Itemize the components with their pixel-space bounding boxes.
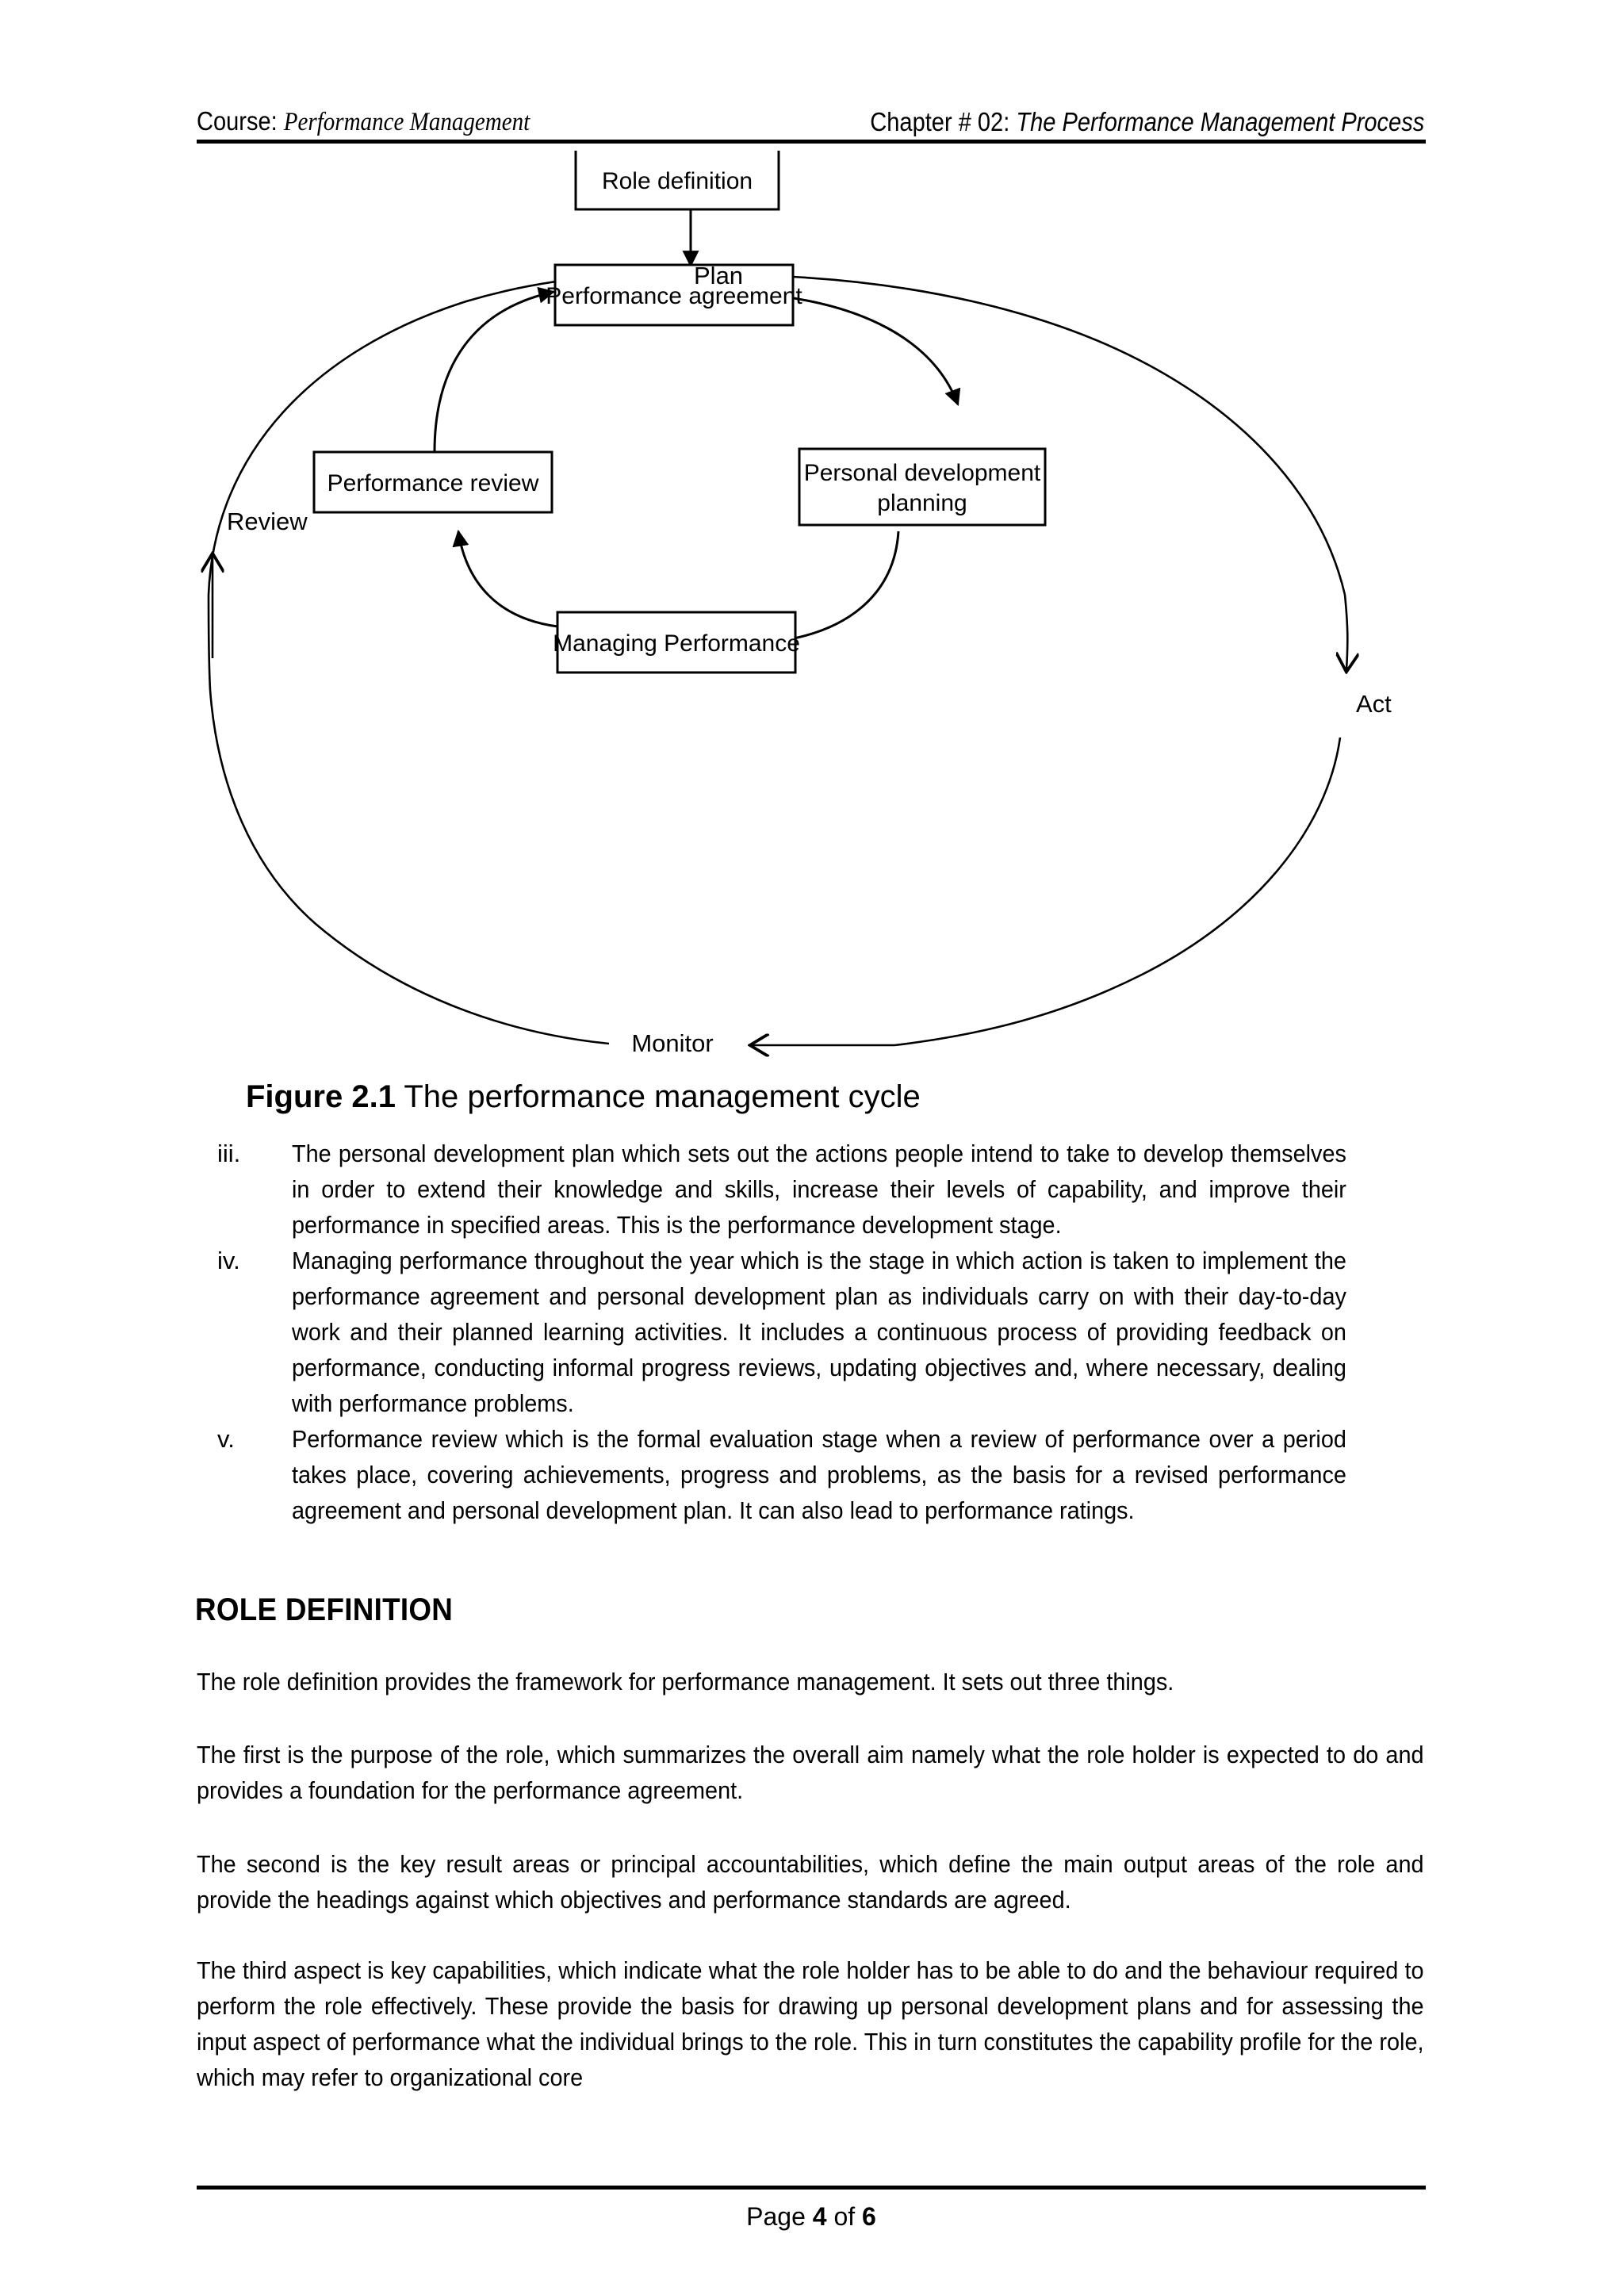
outer-arc-review-to-plan — [209, 276, 609, 595]
body-paragraph — [197, 1737, 1424, 1808]
figure-caption-text: The performance management cycle — [404, 1079, 921, 1114]
outer-arc-review-join — [209, 595, 210, 690]
footer-page-number: 4 — [812, 2202, 827, 2231]
outer-arc-act-to-monitor — [894, 738, 1340, 1045]
node-performance-agreement-label: Performance agreement — [546, 282, 802, 309]
outer-arc-act-arrow — [1345, 595, 1347, 670]
node-role-definition-label: Role definition — [601, 167, 753, 194]
header-course — [197, 105, 530, 138]
outer-arc-plan-to-act — [776, 276, 1345, 595]
figure-caption — [246, 1077, 921, 1117]
outer-arc-monitor-to-review — [210, 690, 609, 1044]
body-paragraph — [197, 1952, 1424, 2095]
node-managing-performance-label: Managing Performance — [553, 630, 800, 657]
performance-management-cycle-diagram — [197, 151, 1426, 1118]
body-paragraph — [197, 1846, 1424, 1918]
arrow-managing-to-review — [458, 531, 557, 626]
page-header — [197, 89, 1424, 138]
header-course-prefix: Course: — [197, 106, 278, 136]
header-course-title: Performance Management — [283, 108, 530, 136]
node-personal-development-planning-label-1: Personal development — [803, 459, 1041, 486]
numbered-list — [197, 1136, 1426, 1528]
list-item — [197, 1136, 1426, 1243]
list-item — [197, 1421, 1426, 1528]
list-item-marker: iv. — [217, 1247, 240, 1274]
header-chapter-title: The Performance Management Process — [1016, 107, 1424, 136]
header-chapter — [870, 106, 1424, 138]
body-paragraph-text: The first is the purpose of the role, which summarizes the overall aim namely what the role holder is expected to do and provides a foundation for the performance agreement. — [197, 1741, 1424, 1804]
body-paragraph — [197, 1664, 1424, 1699]
list-item-text: Managing performance throughout the year which is the stage in which action is taken to implement the performance agreement and personal development plan as individuals carry on with their day-to-day work and their planned learning activities. It includes a continuous process of providing feedback on performance, conducting informal progress reviews, updating objectives and, where necessary, dealing with performance problems. — [292, 1247, 1346, 1417]
cycle-label-review: Review — [227, 508, 308, 536]
cycle-label-plan: Plan — [694, 262, 744, 290]
header-chapter-prefix: Chapter # 02: — [870, 107, 1010, 136]
footer-total-pages: 6 — [862, 2202, 876, 2231]
list-item-text: The personal development plan which sets out the actions people intend to take to develop themselves in order to extend their knowledge and skills, increase their levels of capability, and improve their performance in specified areas. This is the performance development stage. — [292, 1140, 1346, 1239]
figure-caption-number: Figure 2.1 — [246, 1079, 396, 1114]
footer-prefix: Page — [746, 2202, 806, 2231]
body-paragraph-text: The second is the key result areas or principal accountabilities, which define the main output areas of the role and provide the headings against which objectives and performance standards are agreed. — [197, 1850, 1424, 1914]
list-item — [197, 1243, 1426, 1421]
body-paragraph-text: The role definition provides the framework for performance management. It sets out three things. — [197, 1668, 1174, 1695]
list-item-marker: iii. — [217, 1140, 241, 1167]
section-heading-role-definition: ROLE DEFINITION — [195, 1592, 454, 1627]
footer-middle: of — [833, 2202, 856, 2231]
node-performance-review-label: Performance review — [327, 469, 539, 496]
cycle-label-monitor: Monitor — [631, 1029, 714, 1058]
header-divider — [197, 140, 1426, 144]
footer-divider — [197, 2186, 1426, 2190]
node-personal-development-planning-label-2: planning — [877, 489, 967, 516]
body-paragraph-text: The third aspect is key capabilities, which indicate what the role holder has to be able to do and the behaviour required to perform the role effectively. These provide the basis for drawing up personal development plans and for assessing the input aspect of performance what the individual brings to the role. This in turn constitutes the capability profile for the role, which may refer to organizational core — [197, 1956, 1424, 2091]
cycle-label-act: Act — [1356, 690, 1392, 718]
arrow-review-to-agreement — [435, 292, 553, 452]
page-footer — [197, 2198, 1426, 2235]
list-item-marker: v. — [217, 1425, 235, 1453]
list-item-text: Performance review which is the formal evaluation stage when a review of performance over a period takes place, covering achievements, progress and problems, as the basis for a revised performance agreement and personal development plan. It can also lead to performance ratings. — [292, 1425, 1346, 1524]
